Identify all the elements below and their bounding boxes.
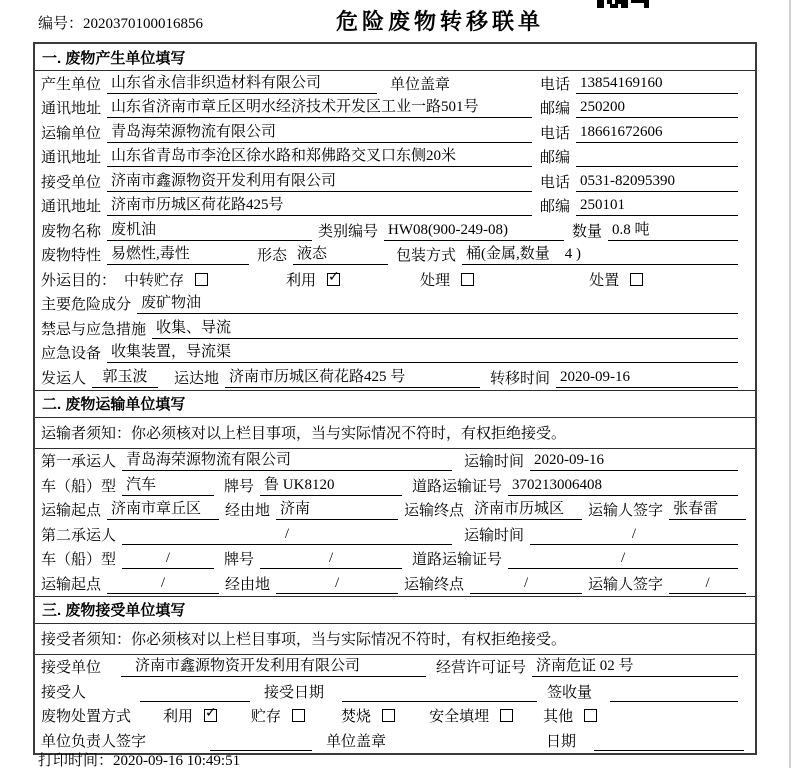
- row-second-carrier: [35, 522, 755, 547]
- transport-unit-value: 青岛海荣源物流有限公司: [107, 122, 532, 143]
- category-value: HW08(900-249-08): [384, 220, 564, 241]
- transport-unit-label: 运输单位: [41, 125, 102, 142]
- transport-time-label: 运输时间: [464, 454, 525, 471]
- accept-date-value: [342, 681, 537, 702]
- row-waste-name: [35, 218, 755, 243]
- purpose-dispose-label: 处置: [589, 272, 620, 289]
- quantity-value: 0.8 吨: [608, 220, 738, 241]
- receiver-address-value: 济南市历城区荷花路425号: [107, 195, 532, 216]
- purpose-use-checkbox: [327, 273, 340, 286]
- row-receiver-unit: [35, 169, 755, 194]
- terminus-value: 济南市历城区: [470, 499, 582, 520]
- origin-label: 运输起点: [41, 503, 102, 520]
- carrier-sign2-value: /: [669, 573, 746, 594]
- terminus-label: 运输终点: [404, 503, 465, 520]
- page-edge-line: [789, 0, 791, 768]
- disposal-burn-label: 焚烧: [341, 709, 372, 726]
- plate-label: 牌号: [224, 478, 255, 495]
- first-carrier-label: 第一承运人: [41, 454, 117, 471]
- accept-person-label: 接受人: [41, 684, 87, 701]
- row-route2: [35, 571, 755, 596]
- terminus-label: 运输终点: [404, 576, 465, 593]
- consignor-label: 发运人: [41, 370, 87, 387]
- purpose-treat-checkbox: [461, 273, 474, 286]
- receiver-unit-value: 济南市鑫源物资开发利用有限公司: [107, 171, 532, 192]
- disposal-other-checkbox: [584, 709, 597, 722]
- disposal-landfill-checkbox: [500, 709, 513, 722]
- zip-label: 邮编: [539, 150, 570, 167]
- date-value: [594, 730, 744, 751]
- waste-character-label: 废物特性: [41, 248, 102, 265]
- phone-label: 电话: [539, 76, 570, 93]
- zip-label: 邮编: [539, 199, 570, 216]
- qr-code-fragment: [597, 0, 653, 9]
- via2-value: /: [276, 573, 398, 594]
- origin2-value: /: [107, 573, 219, 594]
- disposal-store-label: 贮存: [251, 709, 282, 726]
- transfer-time-value: 2020-09-16: [556, 367, 738, 388]
- row-accept-unit: [35, 655, 755, 680]
- plate2-value: /: [260, 548, 402, 569]
- row-transport-unit: [35, 120, 755, 145]
- via-label: 经由地: [225, 576, 271, 593]
- document-number-label: 编号：: [38, 16, 84, 32]
- carrier-sign-label: 运输人签字: [588, 503, 664, 520]
- carrier-sign-label: 运输人签字: [588, 576, 664, 593]
- receiver-phone-value: 0531-82095390: [576, 171, 738, 192]
- first-carrier-time-value: 2020-09-16: [530, 450, 738, 471]
- form-label: 形态: [257, 248, 288, 265]
- second-carrier-value: /: [122, 524, 452, 545]
- via-value: 济南: [276, 499, 398, 520]
- section1-header: 一. 废物产生单位填写: [35, 44, 755, 71]
- producer-zip-value: 250200: [576, 97, 738, 118]
- row-accept-person: [35, 679, 755, 704]
- via-label: 经由地: [225, 503, 271, 520]
- head-signature-label: 单位负责人签字: [41, 733, 147, 750]
- row-first-carrier: [35, 449, 755, 474]
- hazard-component-label: 主要危险成分: [41, 297, 132, 314]
- vehicle-type-label: 车（船）型: [41, 478, 117, 495]
- emergency-equipment-label: 应急设备: [41, 346, 102, 363]
- vehicle-type-label: 车（船）型: [41, 552, 117, 569]
- print-time-label: 打印时间：: [38, 753, 114, 769]
- disposal-landfill-label: 安全填埋: [429, 709, 490, 726]
- purpose-transfer-checkbox: [195, 273, 208, 286]
- zip-label: 邮编: [539, 101, 570, 118]
- consignor-value: 郭玉波: [92, 367, 158, 388]
- row-route1: [35, 498, 755, 523]
- phone-label: 电话: [539, 174, 570, 191]
- form-value: 液态: [293, 244, 388, 265]
- waste-character-value: 易燃性,毒性: [107, 244, 249, 265]
- document-number: [38, 12, 203, 33]
- transport-time-label: 运输时间: [464, 527, 525, 544]
- accept-unit-label: 接受单位: [41, 660, 102, 677]
- terminus2-value: /: [470, 573, 582, 594]
- taboo-measures-value: 收集、导流: [152, 318, 738, 339]
- taboo-measures-label: 禁忌与应急措施: [41, 321, 147, 338]
- disposal-store-checkbox: [292, 709, 305, 722]
- row-taboo-measures: [35, 316, 755, 341]
- row-emergency-equipment: [35, 341, 755, 366]
- accept-unit-value: 济南市鑫源物资开发利用有限公司: [121, 656, 426, 677]
- origin-label: 运输起点: [41, 576, 102, 593]
- print-time: [38, 749, 240, 770]
- disposal-burn-checkbox: [382, 709, 395, 722]
- disposal-method-label: 废物处置方式: [41, 709, 132, 726]
- second-carrier-time-value: /: [530, 524, 738, 545]
- purpose-dispose-checkbox: [630, 273, 643, 286]
- row-transporter-address: [35, 145, 755, 170]
- transporter-notice: 运输者须知：你必须核对以上栏目事项，当与实际情况不符时，有权拒绝接受。: [35, 418, 755, 449]
- signed-amount-value: [610, 681, 738, 702]
- date-label: 日期: [545, 733, 576, 750]
- emergency-equipment-value: 收集装置，导流渠: [107, 342, 738, 363]
- address-label: 通讯地址: [41, 101, 102, 118]
- permit-label: 经营许可证号: [436, 660, 527, 677]
- road-license-label: 道路运输证号: [412, 552, 503, 569]
- producer-phone-value: 13854169160: [576, 73, 738, 94]
- section3-header: 三. 废物接受单位填写: [35, 596, 755, 624]
- receiver-notice: 接受者须知：你必须核对以上栏目事项，当与实际情况不符时，有权拒绝接受。: [35, 624, 755, 655]
- hazard-component-value: 废矿物油: [137, 293, 738, 314]
- row-producer-address: [35, 96, 755, 121]
- destination-label: 运达地: [174, 370, 220, 387]
- quantity-label: 数量: [572, 223, 603, 240]
- head-signature-value: [210, 730, 312, 751]
- road-license2-value: /: [508, 548, 738, 569]
- packing-value: 桶(金属,数量 4 ): [462, 244, 738, 265]
- row-vehicle1: [35, 473, 755, 498]
- producer-address-value: 山东省济南市章丘区明水经济技术开发区工业一路501号: [107, 97, 532, 118]
- road-license-label: 道路运输证号: [412, 478, 503, 495]
- unit-seal-label: 单位盖章: [390, 76, 451, 93]
- receiver-unit-label: 接受单位: [41, 174, 102, 191]
- packing-label: 包装方式: [396, 248, 457, 265]
- address-label: 通讯地址: [41, 150, 102, 167]
- row-transfer-purpose: [35, 267, 755, 292]
- waste-name-label: 废物名称: [41, 223, 102, 240]
- purpose-transfer-label: 中转贮存: [124, 272, 185, 289]
- unit-seal-label: 单位盖章: [326, 733, 387, 750]
- row-consignor: [35, 365, 755, 390]
- row-producer-unit: [35, 71, 755, 96]
- accept-person-value: [140, 681, 250, 702]
- transfer-time-label: 转移时间: [490, 370, 551, 387]
- producer-unit-value: 山东省永信非织造材料有限公司: [107, 73, 377, 94]
- permit-value: 济南危证 02 号: [532, 656, 738, 677]
- transporter-zip-value: [576, 146, 738, 167]
- page-title: 危险废物转移联单: [335, 9, 544, 34]
- phone-label: 电话: [539, 125, 570, 142]
- disposal-use-checkbox: [204, 709, 217, 722]
- vehicle-type2-value: /: [122, 548, 214, 569]
- road-license-value: 370213006408: [508, 475, 738, 496]
- transporter-phone-value: 18661672606: [576, 122, 738, 143]
- origin-value: 济南市章丘区: [107, 499, 219, 520]
- row-disposal-method: [35, 704, 755, 729]
- first-carrier-value: 青岛海荣源物流有限公司: [122, 450, 452, 471]
- plate-label: 牌号: [224, 552, 255, 569]
- receiver-zip-value: 250101: [576, 195, 738, 216]
- document-number-value: 2020370100016856: [83, 16, 204, 32]
- print-time-value: 2020-09-16 10:49:51: [113, 753, 241, 769]
- address-label: 通讯地址: [41, 199, 102, 216]
- disposal-other-label: 其他: [543, 709, 574, 726]
- category-label: 类别编号: [318, 223, 379, 240]
- purpose-use-label: 利用: [286, 272, 317, 289]
- row-waste-character: [35, 243, 755, 268]
- waste-name-value: 废机油: [107, 220, 312, 241]
- transporter-address-value: 山东省青岛市李沧区徐水路和郑佛路交叉口东侧20米: [107, 146, 532, 167]
- row-hazard-component: [35, 292, 755, 317]
- carrier-sign-value: 张春雷: [669, 499, 746, 520]
- manifest-form: [33, 42, 757, 755]
- section2-header: 二. 废物运输单位填写: [35, 390, 755, 418]
- destination-value: 济南市历城区荷花路425 号: [225, 367, 480, 388]
- signed-amount-label: 签收量: [547, 684, 593, 701]
- row-vehicle2: [35, 547, 755, 572]
- purpose-treat-label: 处理: [420, 272, 451, 289]
- plate-value: 鲁 UK8120: [260, 475, 402, 496]
- disposal-use-label: 利用: [163, 709, 194, 726]
- vehicle-type-value: 汽车: [122, 475, 214, 496]
- accept-date-label: 接受日期: [264, 684, 325, 701]
- producer-unit-label: 产生单位: [41, 76, 102, 93]
- row-receiver-address: [35, 194, 755, 219]
- purpose-label: 外运目的：: [41, 272, 117, 289]
- second-carrier-label: 第二承运人: [41, 527, 117, 544]
